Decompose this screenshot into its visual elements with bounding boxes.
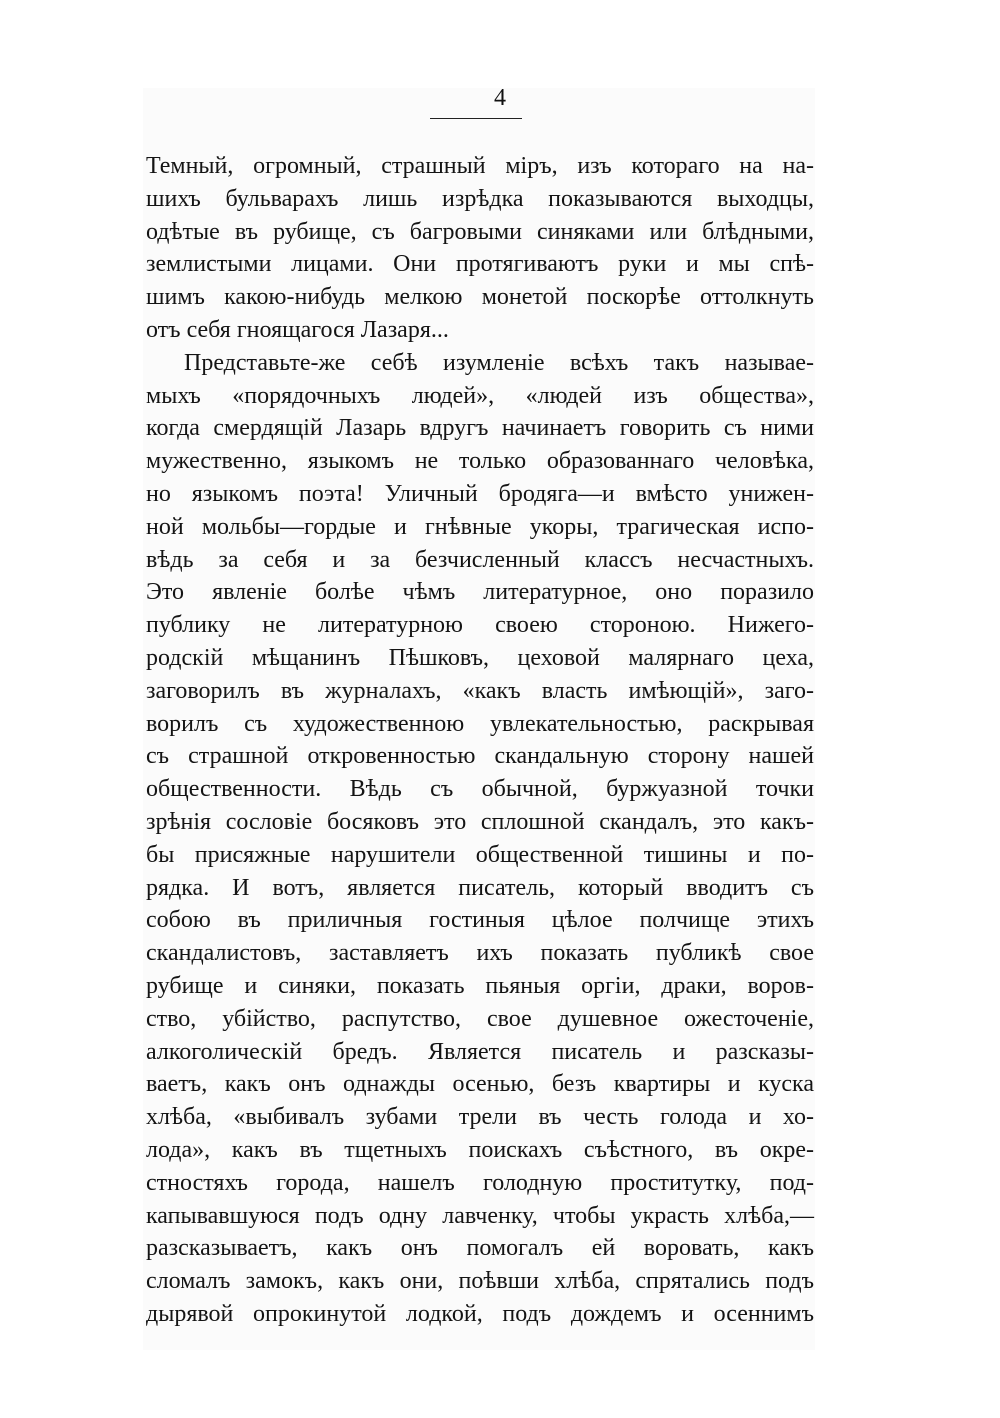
text-line: мыхъ «порядочныхъ людей», «людей изъ общества», [146,382,814,409]
text-line: капывавшуюся подъ одну лавченку, чтобы украсть хлѣба,— [146,1202,814,1229]
text-line: ворилъ съ художественною увлекательностью, раскрывая [146,710,814,737]
text-line: разсказываетъ, какъ онъ помогалъ ей воровать, какъ [146,1235,814,1262]
text-line: ной мольбы—гордые и гнѣвные укоры, трагическая испо- [146,513,814,540]
text-line: скандалистовъ, заставляетъ ихъ показать публикѣ свое [146,940,814,967]
text-line: ваетъ, какъ онъ однажды осенью, безъ квартиры и куска [146,1071,814,1098]
page-number-rule [430,118,522,119]
text-line: родскій мѣщанинъ Пѣшковъ, цеховой малярнаго цеха, [146,644,814,671]
text-line: когда смердящій Лазарь вдругъ начинаетъ говорить съ ними [146,415,814,442]
text-line: рубище и синяки, показать пьяныя оргіи, драки, воров- [146,972,814,999]
text-line: рядка. И вотъ, является писатель, который вводитъ съ [146,874,814,901]
text-line: собою въ приличныя гостиныя цѣлое полчище этихъ [146,907,814,934]
text-line: заговорилъ въ журналахъ, «какъ власть имѣющій», заго- [146,677,814,704]
text-line: Это явленіе болѣе чѣмъ литературное, оно поразило [146,579,814,606]
text-line: общественности. Вѣдь съ обычной, буржуазной точки [146,776,814,803]
text-line: лода», какъ въ тщетныхъ поискахъ съѣстного, въ окре- [146,1136,814,1163]
text-line: съ страшной откровенностью скандальную сторону нашей [146,743,814,770]
page-number: 4 [494,85,506,111]
text-line: алкоголическій бредъ. Является писатель и разсказы- [146,1038,814,1065]
body-text [146,150,814,1331]
text-line: публику не литературною своею стороною. Нижего- [146,612,814,639]
text-line: вѣдь за себя и за безчисленный классъ несчастныхъ. [146,546,814,573]
text-line: сломалъ замокъ, какъ они, поѣвши хлѣба, спрятались подъ [146,1268,814,1295]
text-line: мужественно, языкомъ не только образованнаго человѣка, [146,448,814,475]
text-line: бы присяжные нарушители общественной тишины и по- [146,841,814,868]
text-line: шихъ бульварахъ лишь изрѣдка показываются выходцы, [146,185,814,212]
text-line: стностяхъ города, нашелъ голодную проститутку, под- [146,1169,814,1196]
text-line: дырявой опрокинутой лодкой, подъ дождемъ и осеннимъ [146,1300,814,1327]
text-line: одѣтые въ рубище, съ багровыми синяками или блѣдными, [146,218,814,245]
text-line: но языкомъ поэта! Уличный бродяга—и вмѣсто унижен- [146,480,814,507]
text-line: землистыми лицами. Они протягиваютъ руки и мы спѣ- [146,251,814,278]
text-line: отъ себя гноящагося Лазаря... [146,316,449,343]
text-line: Представьте-же себѣ изумленіе всѣхъ такъ называе- [184,349,814,376]
text-line: ство, убійство, распутство, свое душевное ожесточеніе, [146,1005,814,1032]
text-line: зрѣнія сословіе босяковъ это сплошной скандалъ, это какъ- [146,808,814,835]
text-line: шимъ какою-нибудь мелкою монетой поскорѣе оттолкнуть [146,284,814,311]
text-line: хлѣба, «выбивалъ зубами трели въ честь голода и хо- [146,1104,814,1131]
text-line: Темный, огромный, страшный міръ, изъ котораго на на- [146,153,814,179]
